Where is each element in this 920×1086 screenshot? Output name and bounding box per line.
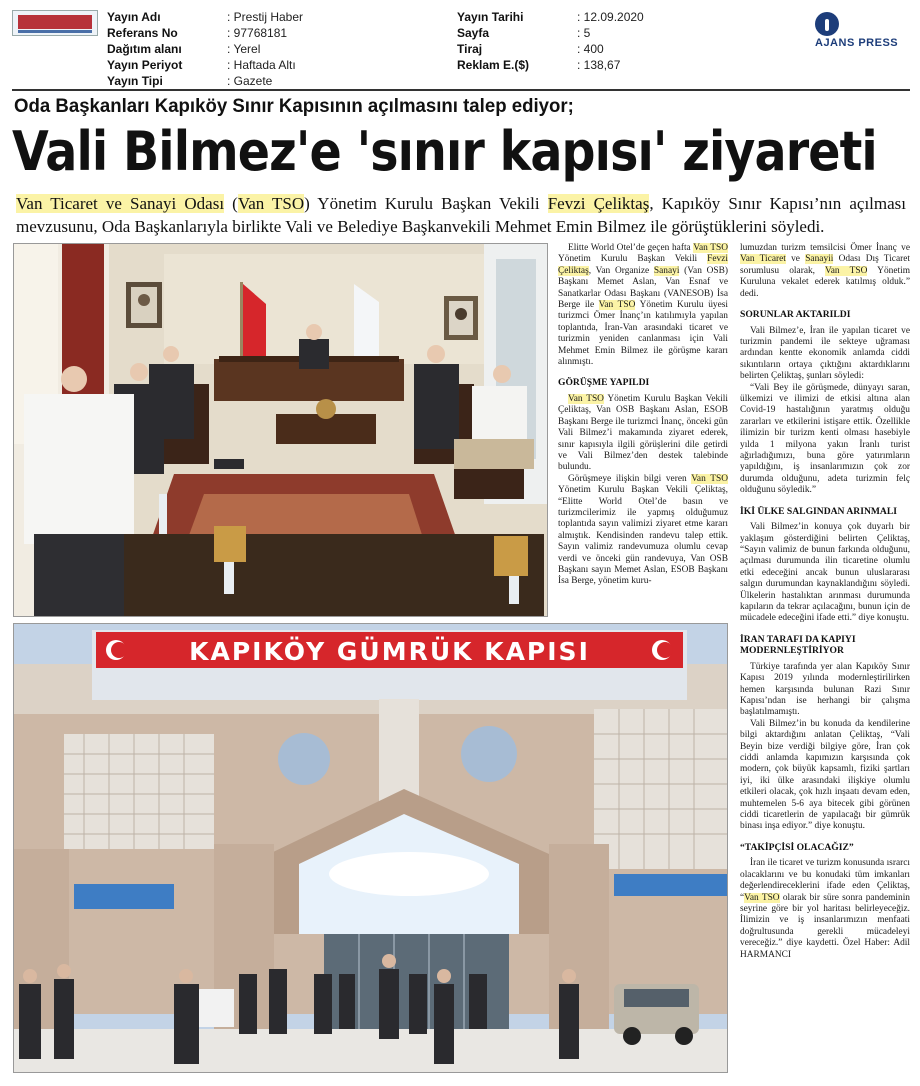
text-run: Yönetim Kuruluna vekalet ederek katılmış olduk.” dedi. (740, 265, 910, 299)
gate-sign-text: KAPIKÖY GÜMRÜK KAPISI (189, 636, 590, 666)
section-heading: İRAN TARAFI DA KAPIYI MODERNLEŞTİRİYOR (740, 633, 856, 657)
article-headline: Vali Bilmez'e 'sınır kapısı' ziyareti (12, 120, 877, 183)
publication-meta-left (107, 9, 303, 89)
highlighted-term: Van Ticaret ve Sanayi Odası (16, 194, 225, 213)
text-run: Vali Bilmez’in bu konuda da kendilerine bilgi aktardığını anlatan Çeliktaş, “Vali Beyin bize verdiği bilgiye göre, İran çok ciddi anlamda kapımızın karşısında çok modern, çok büyük kapsamlı, fiziki şartları iyi, iki ülke arasındaki ilişkiye olumlu etkileri olacak, çok hızlı inşaatı devam eden, muhtemelen 5-6 aya bitecek gibi görünen ciddi ticaretlerin de yapılacağı bir gümrük binası inşa ediyor.” diye konuştu. (740, 718, 910, 832)
highlighted-term: Fevzi Çeliktaş (547, 194, 650, 213)
text-run: (Van OSB) Başkanı Memet Aslan, Van Esnaf ve Sanatkarlar Odası Başkanı (VANESOB) İsa Berge ile (558, 265, 728, 311)
meta-key: Dağıtım alanı (107, 42, 182, 56)
text-run: ve (785, 254, 806, 265)
text-run: Vali Bilmez’e, İran ile yapılan ticaret ve turizmin pandemi ile sekteye uğraması ardından kentte ekonomik anlamda ciddi sıkıntıların ortaya çıktığını aktardıklarını belirten Çeliktaş, şunları söyledi: (740, 325, 910, 382)
meta-key: Yayın Tipi (107, 74, 163, 88)
highlighted-term: Van Ticaret (740, 254, 786, 265)
meta-row (107, 25, 303, 41)
article-paragraph (558, 474, 728, 588)
article-lead (16, 192, 906, 238)
meta-value: : Gazete (227, 74, 273, 88)
article-paragraph (558, 394, 728, 474)
logo-banner (18, 15, 92, 29)
meta-row (457, 9, 644, 25)
meeting-photo (13, 243, 548, 617)
logo-strip (18, 30, 92, 33)
text-run: “Vali Bey ile görüşmede, dünyayı saran, ülkemizi ve ilimizi de etkisi altına alan Covid-19 hastalığının yaratmış olduğu zararları ve etkilerini istişare ettik. Özellikle ilimizin bir turizm kenti olması hasebiyle yılda 1 milyona yakın İranlı turist ağırladığımızı, buna göre yatırımların yapıldığını, iş insanlarımızın çok zor durumda olduğunu, adeta turizmin felç olduğunu söyledik.” (740, 382, 910, 496)
meta-key: Sayfa (457, 26, 490, 40)
meta-row (107, 57, 303, 73)
highlighted-term: Van TSO (691, 473, 728, 484)
border-gate-illustration (14, 624, 728, 1073)
article-paragraph (740, 858, 910, 961)
text-run: Odası Dış Ticaret sorumlusu olarak, (740, 254, 911, 276)
article-paragraph (740, 719, 910, 833)
text-run: Yönetim Kurulu Başkan Vekili Çeliktaş, “Elitte World Otel’de basın ve turizmcilerimiz ile yapmış olduğumuz toplantıda sayın valimizi ziyaret etme kararı almıştık. Kendisinden randevu talep ettik. Sayın valimiz randevumuza olumlu cevap verdi ve önceki gün randevuya, Van OSB Başkanı sayın Memet Aslan, ESOB Başkanı İsa Berge, yönetim kuru- (558, 485, 728, 587)
text-run: , Van Organize (588, 265, 654, 276)
agency-mark-icon (815, 12, 839, 36)
text-run: İran ile ticaret ve turizm konusunda ısrarcı olacaklarını ve bu konudaki tüm imkanları değerlendireceklerini ifade eden Çeliktaş, “ (740, 858, 910, 903)
highlighted-term: Sanayi (653, 265, 680, 276)
meta-key: Referans No (107, 26, 178, 40)
section-heading: “TAKİPÇİSİ OLACAĞIZ” (740, 841, 854, 853)
article-paragraph (740, 243, 910, 300)
agency-name: AJANS PRESS (815, 37, 899, 49)
highlighted-term: Van TSO (693, 243, 729, 253)
meta-row (457, 25, 644, 41)
text-run: Elitte World Otel’de geçen hafta (568, 243, 694, 253)
text-run: Yönetim Kurulu Başkan Vekili Çeliktaş, Van OSB Başkanı Aslan, ESOB Başkanı Berge ile turizmci İnanç, önceki gün Vali Bilmez’i makamında ziyaret ederek, sınır kapısıyla ilgili görüşlerini dile getirdi ve Vali Bilmez’den destek talebinde bulundu. (558, 393, 729, 473)
text-run: lumuzdan turizm temsilcisi Ömer İnanç ve (740, 243, 910, 253)
article-paragraph (558, 243, 728, 368)
article-column-2 (740, 243, 910, 961)
text-run: , Kapıköy Sınır Kapısı’nın açılması mevzusunu, Oda Başkanlarıyla birlikte Vali ve Belediye Başkanvekili Mehmet Emin Bilmez ile görüştüklerini söyledi. (16, 194, 906, 236)
section-heading: GÖRÜŞME YAPILDI (558, 377, 650, 389)
publication-logo (12, 10, 98, 36)
article-paragraph (740, 383, 910, 497)
meta-row (107, 73, 303, 89)
meta-key: Yayın Periyot (107, 58, 183, 72)
meta-value: : 97768181 (227, 26, 288, 40)
text-run: Türkiye tarafında yer alan Kapıköy Sınır Kapısı 2019 yılında modernleştirilirken hemen karşısında bulunan Razi Sınır Kapısı’ndan ise herhangi bir çalışma başlatılmamıştı. (740, 661, 910, 718)
meta-key: Tiraj (457, 42, 483, 56)
publication-meta-right (457, 9, 644, 73)
text-run: Vali Bilmez’in konuya çok duyarlı bir yaklaşım gösterdiğini belirten Çeliktaş, “Sayın valimiz de bunun farkında olduğunu, açılması durumunda ilin ticaretine olumlu etki edeceğini ancak bunun uluslararası salgın durumundan kaynaklandığını söyledi. Ülkelerin hastalıktan arınması durumunda kapıların da tekrar açılacağını, bunun için de mücadele edeceğini ifade etti.” diye konuştu. (740, 522, 910, 624)
meta-value: : 138,67 (577, 58, 621, 72)
meta-value: : Prestij Haber (227, 10, 304, 24)
meta-key: Reklam E.($) (457, 58, 530, 72)
article-paragraph (740, 326, 910, 383)
meta-value: : Haftada Altı (227, 58, 296, 72)
text-run: olarak bir süre sonra pandeminin seyrine göre bir yol haritası belirleyeceğiz. İlimizin ve iş insanlarımızın menfaati doğrultusunda gerekli mücadeleyi vereceğiz.” diye kaydetti. Özel Haber: Adil HARMANCI (740, 892, 910, 960)
text-run: Görüşmeye ilişkin bilgi veren (568, 473, 692, 484)
meta-key: Yayın Adı (107, 10, 161, 24)
meta-value: : 12.09.2020 (577, 10, 644, 24)
meeting-photo-illustration (14, 244, 548, 617)
meta-value: : 5 (577, 26, 591, 40)
highlighted-term: Van TSO (598, 300, 636, 311)
meta-row (457, 41, 644, 57)
article-kicker: Oda Başkanları Kapıköy Sınır Kapısının açılmasını talep ediyor; (14, 96, 574, 117)
highlighted-term: Van TSO (568, 393, 604, 404)
meta-row (457, 57, 644, 73)
text-run: ) Yönetim Kurulu Başkan Vekili (304, 194, 548, 213)
section-heading: İKİ ÜLKE SALGINDAN ARINMALI (740, 505, 897, 517)
highlighted-term: Sanayii (805, 254, 834, 265)
highlighted-term: Fevzi Çeliktaş (558, 254, 728, 276)
meta-row (107, 41, 303, 57)
header-divider (12, 89, 910, 91)
section-heading: SORUNLAR AKTARILDI (740, 309, 851, 321)
meta-row (107, 9, 303, 25)
text-run: Yönetim Kurulu Başkan Vekili (558, 254, 708, 265)
highlighted-term: Van TSO (744, 892, 780, 903)
article-column-1 (558, 243, 728, 588)
article-paragraph (740, 662, 910, 719)
article-paragraph (740, 522, 910, 625)
highlighted-term: Van TSO (825, 265, 868, 276)
text-run: Yönetim Kurulu üyesi turizmci Ömer İnanç’ın katılımıyla yapılan toplantıda, İran-Van arasındaki ticaret ve turizmin yeniden canlanması için Vali Mehmet Emin Bilmez ile görüşme kararı alınmıştı. (558, 300, 729, 368)
meta-value: : Yerel (227, 42, 261, 56)
text-run: ( (224, 194, 238, 213)
highlighted-term: Van TSO (237, 194, 305, 213)
meta-key: Yayın Tarihi (457, 10, 524, 24)
meta-value: : 400 (577, 42, 604, 56)
border-gate-photo (13, 623, 728, 1073)
